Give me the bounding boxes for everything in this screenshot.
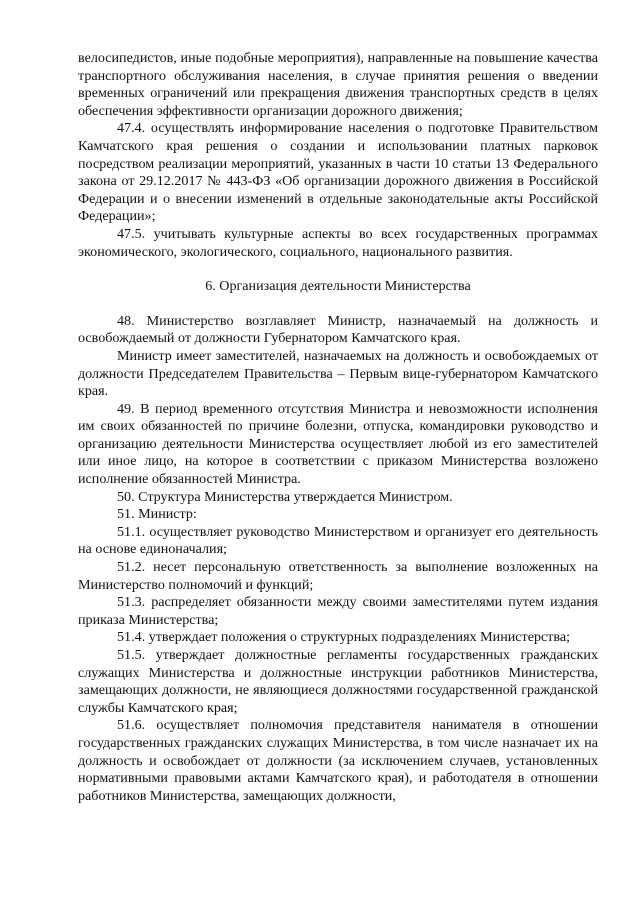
- paragraph-48: 48. Министерство возглавляет Министр, назначаемый на должность и освобождаемый от должности Губернатором Камчатского края.: [78, 312, 598, 347]
- paragraph-49: 49. В период временного отсутствия Министра и невозможности исполнения им своих обязанностей по причине болезни, отпуска, командировки руководство и организацию деятельности Министерства осуществляет любой из его заместителей или иное лицо, на которое в соответствии с приказом Министерства возложено исполнение обязанностей Министра.: [78, 400, 598, 488]
- paragraph-51: 51. Министр:: [117, 506, 197, 523]
- paragraph-51-5: 51.5. утверждает должностные регламенты государственных гражданских служащих Министерства и должностные инструкции работников Министерства, замещающих должности, не являющиеся должностями государственной гражданской службы Камчатского края;: [78, 647, 598, 716]
- spacer: [78, 296, 598, 313]
- paragraph-51-3: 51.3. распределяет обязанности между своими заместителями путем издания приказа Министерства;: [78, 594, 598, 628]
- paragraph-51-2: 51.2. несет персональную ответственность за выполнение возложенных на Министерство полномочий и функций;: [78, 559, 598, 593]
- paragraph-deputies: Министр имеет заместителей, назначаемых на должность и освобождаемых от должности Председателем Правительства – Первым вице-губернатором Камчатского края.: [78, 347, 598, 400]
- section-heading: 6. Организация деятельности Министерства: [205, 278, 471, 295]
- paragraph-51-4: 51.4. утверждает положения о структурных подразделениях Министерства;: [117, 629, 571, 646]
- paragraph-51-6: 51.6. осуществляет полномочия представителя нанимателя в отношении государственных гражданских служащих Министерства, в том числе назначает их на должность и освобождает от должности (за исключением случаев, установленных нормативными правовыми актами Камчатского края), и работодателя в отношении работников Министерства, замещающих должности,: [78, 717, 598, 804]
- spacer: [78, 261, 598, 278]
- document-page: [78, 50, 598, 805]
- paragraph-continuation: велосипедистов, иные подобные мероприятия), направленные на повышение качества транспортного обслуживания населения, в случае принятия решения о введении временных ограничений или прекращения движения транспортных средств в целях обеспечения эффективности организации дорожного движения;: [78, 50, 598, 119]
- paragraph-47-4: 47.4. осуществлять информирование населения о подготовке Правительством Камчатского края решения о создании и использовании платных парковок посредством реализации мероприятий, указанных в части 10 статьи 13 Федерального закона от 29.12.2017 № 443-ФЗ «Об организации дорожного движения в Российской Федерации и о внесении изменений в отдельные законодательные акты Российской Федерации»;: [78, 120, 598, 225]
- paragraph-47-5: 47.5. учитывать культурные аспекты во всех государственных программах экономического, экологического, социального, национального развития.: [78, 225, 598, 260]
- paragraph-50: 50. Структура Министерства утверждается Министром.: [117, 488, 453, 505]
- paragraph-51-1: 51.1. осуществляет руководство Министерством и организует его деятельность на основе единоначалия;: [78, 523, 598, 558]
